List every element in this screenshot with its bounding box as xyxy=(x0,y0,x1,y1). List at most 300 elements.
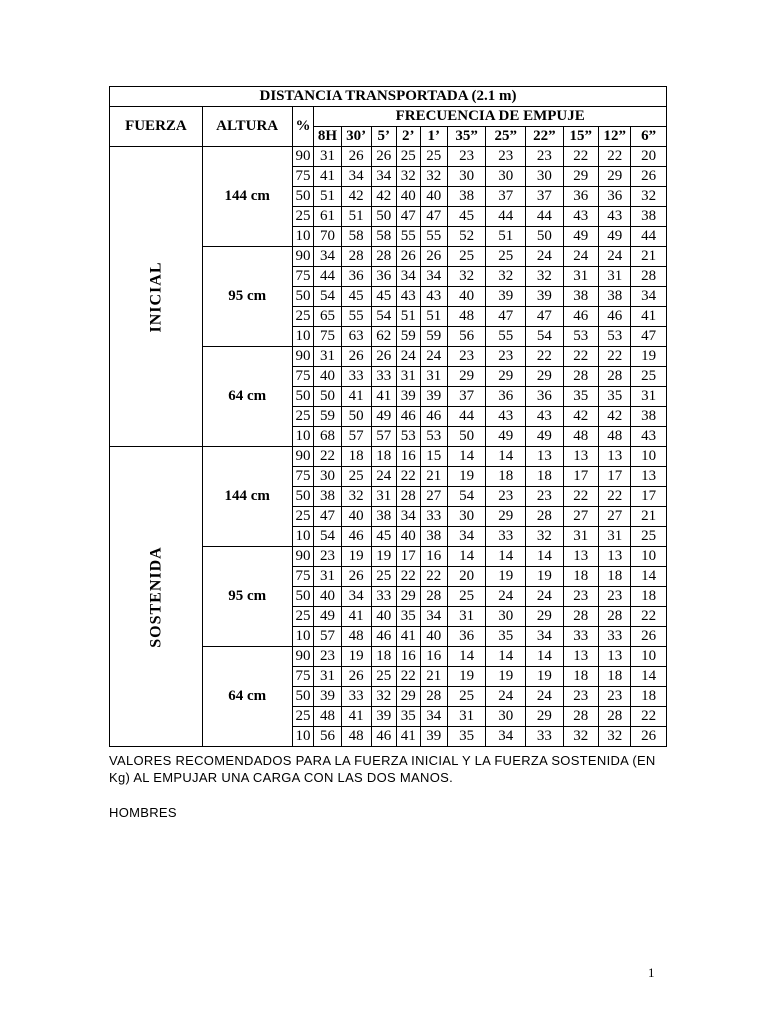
value-cell: 22 xyxy=(563,147,598,167)
value-cell: 29 xyxy=(599,167,631,187)
value-cell: 18 xyxy=(563,567,598,587)
value-cell: 41 xyxy=(396,727,420,747)
table-row xyxy=(110,447,667,467)
value-cell: 43 xyxy=(631,427,667,447)
header-fuerza: FUERZA xyxy=(110,107,203,147)
frequency-header: 8H xyxy=(314,127,341,147)
value-cell: 34 xyxy=(396,267,420,287)
value-cell: 49 xyxy=(599,227,631,247)
value-cell: 14 xyxy=(631,667,667,687)
value-cell: 34 xyxy=(420,707,447,727)
value-cell: 23 xyxy=(526,147,564,167)
value-cell: 33 xyxy=(599,627,631,647)
value-cell: 22 xyxy=(563,487,598,507)
value-cell: 32 xyxy=(563,727,598,747)
value-cell: 21 xyxy=(631,507,667,527)
value-cell: 29 xyxy=(396,587,420,607)
value-cell: 56 xyxy=(447,327,486,347)
value-cell: 44 xyxy=(447,407,486,427)
value-cell: 29 xyxy=(486,367,526,387)
value-cell: 23 xyxy=(447,147,486,167)
value-cell: 25 xyxy=(631,527,667,547)
percent-cell: 10 xyxy=(292,627,314,647)
value-cell: 33 xyxy=(371,367,396,387)
value-cell: 40 xyxy=(371,607,396,627)
value-cell: 34 xyxy=(420,267,447,287)
value-cell: 28 xyxy=(563,707,598,727)
value-cell: 22 xyxy=(631,707,667,727)
value-cell: 50 xyxy=(447,427,486,447)
value-cell: 48 xyxy=(599,427,631,447)
value-cell: 34 xyxy=(341,587,371,607)
value-cell: 31 xyxy=(563,527,598,547)
value-cell: 25 xyxy=(447,587,486,607)
frequency-header: 2’ xyxy=(396,127,420,147)
value-cell: 38 xyxy=(631,207,667,227)
value-cell: 22 xyxy=(396,467,420,487)
value-cell: 25 xyxy=(371,667,396,687)
value-cell: 23 xyxy=(563,687,598,707)
value-cell: 18 xyxy=(486,467,526,487)
percent-cell: 90 xyxy=(292,547,314,567)
value-cell: 28 xyxy=(371,247,396,267)
frequency-header: 1’ xyxy=(420,127,447,147)
value-cell: 25 xyxy=(447,687,486,707)
percent-cell: 10 xyxy=(292,527,314,547)
value-cell: 26 xyxy=(396,247,420,267)
value-cell: 42 xyxy=(341,187,371,207)
value-cell: 33 xyxy=(526,727,564,747)
value-cell: 45 xyxy=(371,287,396,307)
value-cell: 47 xyxy=(486,307,526,327)
value-cell: 53 xyxy=(599,327,631,347)
value-cell: 34 xyxy=(447,527,486,547)
value-cell: 23 xyxy=(314,647,341,667)
value-cell: 35 xyxy=(486,627,526,647)
value-cell: 14 xyxy=(486,547,526,567)
value-cell: 38 xyxy=(631,407,667,427)
value-cell: 25 xyxy=(420,147,447,167)
value-cell: 46 xyxy=(396,407,420,427)
value-cell: 41 xyxy=(371,387,396,407)
value-cell: 31 xyxy=(447,607,486,627)
value-cell: 27 xyxy=(420,487,447,507)
value-cell: 27 xyxy=(599,507,631,527)
value-cell: 18 xyxy=(599,567,631,587)
header-percent: % xyxy=(292,107,314,147)
value-cell: 51 xyxy=(341,207,371,227)
value-cell: 24 xyxy=(396,347,420,367)
value-cell: 32 xyxy=(420,167,447,187)
value-cell: 18 xyxy=(371,447,396,467)
value-cell: 29 xyxy=(563,167,598,187)
value-cell: 26 xyxy=(420,247,447,267)
value-cell: 49 xyxy=(371,407,396,427)
value-cell: 49 xyxy=(526,427,564,447)
percent-cell: 50 xyxy=(292,387,314,407)
value-cell: 19 xyxy=(371,547,396,567)
value-cell: 15 xyxy=(420,447,447,467)
altura-cell: 64 cm xyxy=(202,647,292,747)
value-cell: 57 xyxy=(341,427,371,447)
subject-label: HOMBRES xyxy=(109,805,177,820)
value-cell: 31 xyxy=(371,487,396,507)
value-cell: 14 xyxy=(526,647,564,667)
value-cell: 20 xyxy=(447,567,486,587)
value-cell: 22 xyxy=(396,667,420,687)
value-cell: 40 xyxy=(341,507,371,527)
value-cell: 33 xyxy=(420,507,447,527)
value-cell: 41 xyxy=(341,707,371,727)
percent-cell: 25 xyxy=(292,307,314,327)
value-cell: 30 xyxy=(486,167,526,187)
percent-cell: 90 xyxy=(292,647,314,667)
value-cell: 41 xyxy=(341,387,371,407)
fuerza-label: INICIAL xyxy=(147,260,165,333)
value-cell: 33 xyxy=(341,687,371,707)
value-cell: 33 xyxy=(563,627,598,647)
percent-cell: 50 xyxy=(292,587,314,607)
value-cell: 31 xyxy=(420,367,447,387)
value-cell: 28 xyxy=(631,267,667,287)
value-cell: 34 xyxy=(420,607,447,627)
value-cell: 43 xyxy=(420,287,447,307)
value-cell: 39 xyxy=(486,287,526,307)
value-cell: 59 xyxy=(396,327,420,347)
value-cell: 29 xyxy=(486,507,526,527)
value-cell: 41 xyxy=(341,607,371,627)
value-cell: 18 xyxy=(341,447,371,467)
value-cell: 18 xyxy=(563,667,598,687)
fuerza-label: SOSTENIDA xyxy=(147,545,165,648)
value-cell: 51 xyxy=(420,307,447,327)
value-cell: 13 xyxy=(563,647,598,667)
value-cell: 29 xyxy=(526,367,564,387)
value-cell: 18 xyxy=(631,587,667,607)
value-cell: 31 xyxy=(396,367,420,387)
value-cell: 49 xyxy=(314,607,341,627)
fuerza-group-cell xyxy=(110,147,203,447)
percent-cell: 10 xyxy=(292,427,314,447)
percent-cell: 75 xyxy=(292,267,314,287)
value-cell: 63 xyxy=(341,327,371,347)
value-cell: 13 xyxy=(563,447,598,467)
value-cell: 24 xyxy=(599,247,631,267)
value-cell: 13 xyxy=(563,547,598,567)
value-cell: 28 xyxy=(526,507,564,527)
value-cell: 36 xyxy=(486,387,526,407)
value-cell: 36 xyxy=(563,187,598,207)
value-cell: 30 xyxy=(314,467,341,487)
value-cell: 14 xyxy=(631,567,667,587)
value-cell: 47 xyxy=(396,207,420,227)
value-cell: 14 xyxy=(447,547,486,567)
value-cell: 61 xyxy=(314,207,341,227)
value-cell: 41 xyxy=(314,167,341,187)
value-cell: 56 xyxy=(314,727,341,747)
value-cell: 32 xyxy=(447,267,486,287)
value-cell: 39 xyxy=(314,687,341,707)
value-cell: 54 xyxy=(447,487,486,507)
value-cell: 14 xyxy=(447,447,486,467)
value-cell: 32 xyxy=(486,267,526,287)
value-cell: 37 xyxy=(486,187,526,207)
value-cell: 21 xyxy=(420,667,447,687)
value-cell: 19 xyxy=(447,667,486,687)
column-header-row xyxy=(110,107,667,127)
value-cell: 45 xyxy=(341,287,371,307)
value-cell: 23 xyxy=(486,147,526,167)
value-cell: 31 xyxy=(631,387,667,407)
value-cell: 30 xyxy=(447,507,486,527)
value-cell: 42 xyxy=(599,407,631,427)
value-cell: 23 xyxy=(599,687,631,707)
value-cell: 28 xyxy=(396,487,420,507)
value-cell: 26 xyxy=(341,667,371,687)
value-cell: 22 xyxy=(599,487,631,507)
value-cell: 18 xyxy=(631,687,667,707)
percent-cell: 90 xyxy=(292,247,314,267)
value-cell: 30 xyxy=(447,167,486,187)
percent-cell: 50 xyxy=(292,487,314,507)
value-cell: 28 xyxy=(420,587,447,607)
value-cell: 17 xyxy=(599,467,631,487)
value-cell: 31 xyxy=(314,347,341,367)
percent-cell: 75 xyxy=(292,167,314,187)
percent-cell: 90 xyxy=(292,147,314,167)
value-cell: 50 xyxy=(314,387,341,407)
percent-cell: 25 xyxy=(292,407,314,427)
value-cell: 19 xyxy=(486,567,526,587)
value-cell: 44 xyxy=(314,267,341,287)
value-cell: 51 xyxy=(396,307,420,327)
value-cell: 45 xyxy=(447,207,486,227)
value-cell: 32 xyxy=(341,487,371,507)
percent-cell: 75 xyxy=(292,667,314,687)
value-cell: 39 xyxy=(420,727,447,747)
value-cell: 19 xyxy=(486,667,526,687)
value-cell: 44 xyxy=(486,207,526,227)
value-cell: 16 xyxy=(420,547,447,567)
value-cell: 19 xyxy=(447,467,486,487)
value-cell: 24 xyxy=(486,587,526,607)
value-cell: 36 xyxy=(341,267,371,287)
value-cell: 39 xyxy=(526,287,564,307)
percent-cell: 90 xyxy=(292,347,314,367)
value-cell: 28 xyxy=(599,367,631,387)
value-cell: 19 xyxy=(526,667,564,687)
value-cell: 22 xyxy=(631,607,667,627)
frequency-header: 35” xyxy=(447,127,486,147)
value-cell: 47 xyxy=(314,507,341,527)
value-cell: 26 xyxy=(631,727,667,747)
value-cell: 54 xyxy=(314,287,341,307)
value-cell: 26 xyxy=(371,347,396,367)
value-cell: 50 xyxy=(341,407,371,427)
value-cell: 46 xyxy=(371,727,396,747)
value-cell: 17 xyxy=(631,487,667,507)
value-cell: 35 xyxy=(396,607,420,627)
value-cell: 28 xyxy=(420,687,447,707)
value-cell: 65 xyxy=(314,307,341,327)
value-cell: 23 xyxy=(599,587,631,607)
value-cell: 38 xyxy=(314,487,341,507)
percent-cell: 50 xyxy=(292,287,314,307)
value-cell: 26 xyxy=(341,147,371,167)
value-cell: 36 xyxy=(371,267,396,287)
table-caption: VALORES RECOMENDADOS PARA LA FUERZA INICIAL Y LA FUERZA SOSTENIDA (EN Kg) AL EMPUJAR UNA CARGA CON LAS DOS MANOS. xyxy=(109,753,656,785)
value-cell: 46 xyxy=(371,627,396,647)
value-cell: 42 xyxy=(371,187,396,207)
value-cell: 22 xyxy=(563,347,598,367)
table-title-row xyxy=(110,87,667,107)
value-cell: 52 xyxy=(447,227,486,247)
value-cell: 20 xyxy=(631,147,667,167)
value-cell: 35 xyxy=(563,387,598,407)
table-title: DISTANCIA TRANSPORTADA (2.1 m) xyxy=(110,87,667,107)
value-cell: 40 xyxy=(447,287,486,307)
value-cell: 19 xyxy=(341,647,371,667)
percent-cell: 50 xyxy=(292,187,314,207)
value-cell: 37 xyxy=(526,187,564,207)
value-cell: 50 xyxy=(371,207,396,227)
value-cell: 31 xyxy=(314,147,341,167)
value-cell: 31 xyxy=(447,707,486,727)
value-cell: 54 xyxy=(371,307,396,327)
value-cell: 46 xyxy=(563,307,598,327)
value-cell: 17 xyxy=(396,547,420,567)
value-cell: 55 xyxy=(396,227,420,247)
value-cell: 48 xyxy=(341,627,371,647)
value-cell: 13 xyxy=(526,447,564,467)
value-cell: 24 xyxy=(371,467,396,487)
frequency-header: 30’ xyxy=(341,127,371,147)
value-cell: 40 xyxy=(314,587,341,607)
value-cell: 38 xyxy=(420,527,447,547)
value-cell: 40 xyxy=(420,627,447,647)
value-cell: 55 xyxy=(486,327,526,347)
value-cell: 35 xyxy=(599,387,631,407)
value-cell: 36 xyxy=(599,187,631,207)
value-cell: 49 xyxy=(563,227,598,247)
value-cell: 36 xyxy=(447,627,486,647)
value-cell: 22 xyxy=(420,567,447,587)
value-cell: 33 xyxy=(341,367,371,387)
value-cell: 23 xyxy=(563,587,598,607)
value-cell: 35 xyxy=(447,727,486,747)
value-cell: 24 xyxy=(486,687,526,707)
value-cell: 44 xyxy=(631,227,667,247)
value-cell: 51 xyxy=(486,227,526,247)
fuerza-group-cell xyxy=(110,447,203,747)
value-cell: 13 xyxy=(599,647,631,667)
percent-cell: 25 xyxy=(292,707,314,727)
value-cell: 13 xyxy=(631,467,667,487)
altura-cell: 95 cm xyxy=(202,247,292,347)
value-cell: 32 xyxy=(526,267,564,287)
value-cell: 24 xyxy=(526,587,564,607)
value-cell: 68 xyxy=(314,427,341,447)
value-cell: 23 xyxy=(314,547,341,567)
percent-cell: 75 xyxy=(292,367,314,387)
value-cell: 43 xyxy=(526,407,564,427)
value-cell: 18 xyxy=(599,667,631,687)
value-cell: 30 xyxy=(486,707,526,727)
percent-cell: 25 xyxy=(292,507,314,527)
value-cell: 16 xyxy=(396,447,420,467)
value-cell: 25 xyxy=(486,247,526,267)
value-cell: 24 xyxy=(563,247,598,267)
value-cell: 75 xyxy=(314,327,341,347)
value-cell: 32 xyxy=(631,187,667,207)
value-cell: 46 xyxy=(599,307,631,327)
value-cell: 26 xyxy=(341,567,371,587)
value-cell: 25 xyxy=(371,567,396,587)
value-cell: 31 xyxy=(314,667,341,687)
value-cell: 50 xyxy=(526,227,564,247)
value-cell: 54 xyxy=(526,327,564,347)
value-cell: 28 xyxy=(563,367,598,387)
value-cell: 43 xyxy=(486,407,526,427)
value-cell: 17 xyxy=(563,467,598,487)
value-cell: 58 xyxy=(341,227,371,247)
value-cell: 29 xyxy=(526,607,564,627)
value-cell: 10 xyxy=(631,447,667,467)
table-row xyxy=(110,147,667,167)
value-cell: 48 xyxy=(447,307,486,327)
value-cell: 28 xyxy=(599,607,631,627)
value-cell: 39 xyxy=(420,387,447,407)
percent-cell: 75 xyxy=(292,467,314,487)
value-cell: 39 xyxy=(371,707,396,727)
value-cell: 14 xyxy=(486,447,526,467)
value-cell: 51 xyxy=(314,187,341,207)
value-cell: 18 xyxy=(371,647,396,667)
value-cell: 14 xyxy=(526,547,564,567)
value-cell: 34 xyxy=(371,167,396,187)
value-cell: 38 xyxy=(371,507,396,527)
value-cell: 22 xyxy=(599,147,631,167)
value-cell: 57 xyxy=(371,427,396,447)
value-cell: 47 xyxy=(420,207,447,227)
percent-cell: 25 xyxy=(292,607,314,627)
value-cell: 30 xyxy=(526,167,564,187)
value-cell: 34 xyxy=(341,167,371,187)
value-cell: 43 xyxy=(563,207,598,227)
value-cell: 58 xyxy=(371,227,396,247)
value-cell: 32 xyxy=(599,727,631,747)
value-cell: 33 xyxy=(371,587,396,607)
value-cell: 47 xyxy=(526,307,564,327)
altura-cell: 95 cm xyxy=(202,547,292,647)
frequency-header: 6” xyxy=(631,127,667,147)
value-cell: 28 xyxy=(341,247,371,267)
value-cell: 36 xyxy=(526,387,564,407)
value-cell: 45 xyxy=(371,527,396,547)
value-cell: 53 xyxy=(563,327,598,347)
value-cell: 23 xyxy=(486,347,526,367)
percent-cell: 10 xyxy=(292,227,314,247)
value-cell: 49 xyxy=(486,427,526,447)
value-cell: 19 xyxy=(526,567,564,587)
value-cell: 31 xyxy=(599,267,631,287)
frequency-header: 12” xyxy=(599,127,631,147)
value-cell: 23 xyxy=(526,487,564,507)
frequency-header: 25” xyxy=(486,127,526,147)
percent-cell: 25 xyxy=(292,207,314,227)
value-cell: 39 xyxy=(396,387,420,407)
value-cell: 23 xyxy=(447,347,486,367)
